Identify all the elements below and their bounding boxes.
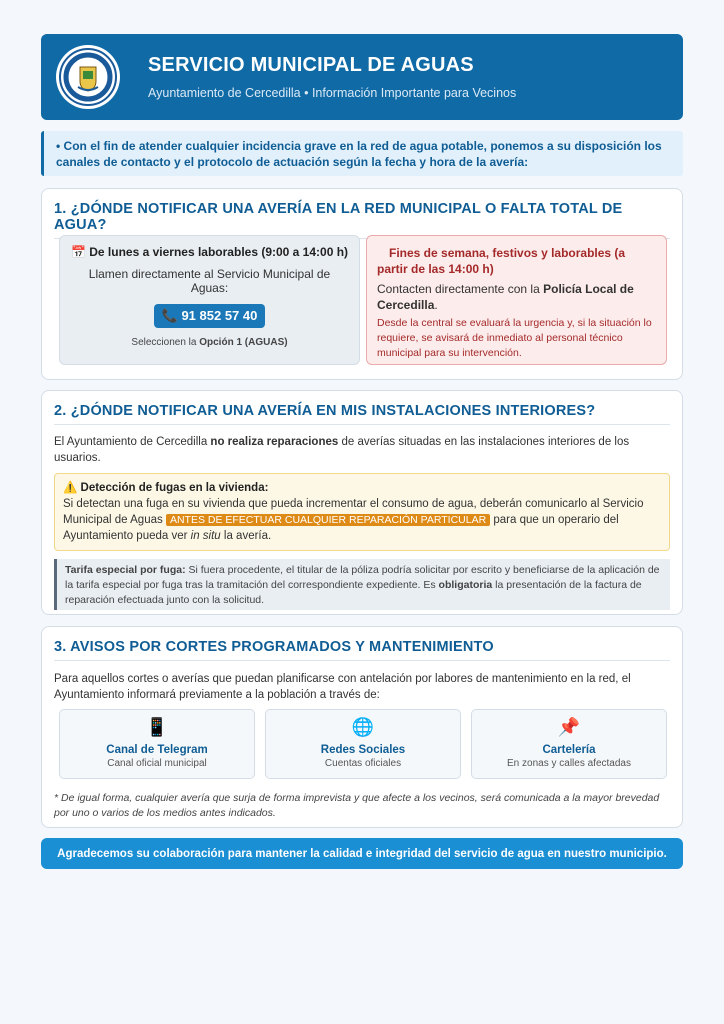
mobile-phone-icon: 📱 <box>145 717 169 737</box>
section2-paragraph: El Ayuntamiento de Cercedilla no realiza reparaciones de averías situadas en las instalaciones interiores de los usuarios. <box>54 436 630 464</box>
channel-list <box>59 709 666 779</box>
weekday-text: Llamen directamente al Servicio Municipal de Aguas: <box>88 267 331 295</box>
channel-sub: Cuentas oficiales <box>324 758 402 769</box>
option-instruction: Seleccionen la Opción 1 (AGUAS) <box>131 337 288 348</box>
footnote: * De igual forma, cualquier avería que surja de forma imprevista y que afecte a los vecinos, será comunicada a la mayor brevedad por uno o varios de los medios antes indicados. <box>54 792 660 819</box>
channel-carteleria <box>471 709 667 779</box>
section3-paragraph: Para aquellos cortes o averías que puedan planificarse con antelación por labores de mantenimiento en la red, el Ayuntamiento informará previamente a la población a través de: <box>54 673 631 701</box>
section3-title: 3. AVISOS POR CORTES PROGRAMADOS Y MANTENIMIENTO <box>54 627 670 661</box>
weekend-heading: Fines de semana, festivos y laborables (a partir de las 14:00 h) <box>377 246 626 276</box>
tarifa-note: Tarifa especial por fuga: Si fuera procedente, el titular de la póliza podría solicitar por escrito y beneficiarse de la aplicación de la tarifa especial por fuga tras la tramitación del correspondiente expediente. Es obligatoria la presentación de la factura de reparación efectuada junto con la solicitud. <box>54 559 670 610</box>
weekend-text: Contacten directamente con la Policía Local de Cercedilla. <box>377 282 634 312</box>
phone-button[interactable] <box>154 304 266 328</box>
municipal-seal-logo <box>56 45 120 109</box>
page-subtitle: Ayuntamiento de Cercedilla • Información Importante para Vecinos <box>148 86 517 100</box>
globe-icon: 🌐 <box>351 717 375 737</box>
section1-title: 1. ¿DÓNDE NOTIFICAR UNA AVERÍA EN LA RED MUNICIPAL O FALTA TOTAL DE AGUA? <box>54 189 670 239</box>
pushpin-icon: 📌 <box>557 717 581 737</box>
warning-icon: ⚠️ <box>63 482 78 494</box>
section-avisos-cortes <box>41 626 683 828</box>
intro-banner: • Con el fin de atender cualquier incidencia grave en la red de agua potable, ponemos a su disposición los canales de contacto y el protocolo de actuación según la fecha y hora de la avería: <box>41 131 683 176</box>
phone-number: 91 852 57 40 <box>181 308 258 323</box>
section-red-municipal <box>41 188 683 380</box>
footer-banner: Agradecemos su colaboración para mantener la calidad e integridad del servicio de agua en nuestro municipio. <box>41 838 683 869</box>
leak-alert-text: Si detectan una fuga en su vivienda que pueda incrementar el consumo de agua, deberán comunicarlo al Servicio Municipal de Aguas ANTES DE EFECTUAR CUALQUIER REPARACIÓN PARTICULAR para que un operario del Ayuntamiento pueda ver in situ la avería. <box>63 498 644 542</box>
channel-redes-sociales <box>265 709 461 779</box>
section2-title: 2. ¿DÓNDE NOTIFICAR UNA AVERÍA EN MIS INSTALACIONES INTERIORES? <box>54 391 670 425</box>
calendar-icon: 📅 <box>70 245 86 259</box>
channel-name: Canal de Telegram <box>106 744 208 756</box>
phone-icon: 📞 <box>161 308 178 323</box>
page-title: SERVICIO MUNICIPAL DE AGUAS <box>148 54 474 76</box>
section-instalaciones-interiores <box>41 390 683 615</box>
leak-alert-heading: ⚠️ Detección de fugas en la vivienda: <box>63 482 269 494</box>
channel-telegram <box>59 709 255 779</box>
weekday-heading: 📅 De lunes a viernes laborables (9:00 a 14:00 h) <box>70 245 349 259</box>
page-header <box>41 34 683 120</box>
channel-name: Cartelería <box>542 744 596 756</box>
channel-sub: En zonas y calles afectadas <box>507 758 631 769</box>
weekend-note: Desde la central se evaluará la urgencia y, si la situación lo requiere, se avisará de inmediato al personal técnico municipal para su intervención. <box>377 317 652 359</box>
weekday-contact-card <box>59 235 360 365</box>
highlight-badge: ANTES DE EFECTUAR CUALQUIER REPARACIÓN PARTICULAR <box>166 514 490 526</box>
channel-sub: Canal oficial municipal <box>107 758 207 769</box>
leak-alert-box <box>54 473 670 551</box>
channel-name: Redes Sociales <box>320 744 406 756</box>
weekend-contact-card <box>366 235 667 365</box>
